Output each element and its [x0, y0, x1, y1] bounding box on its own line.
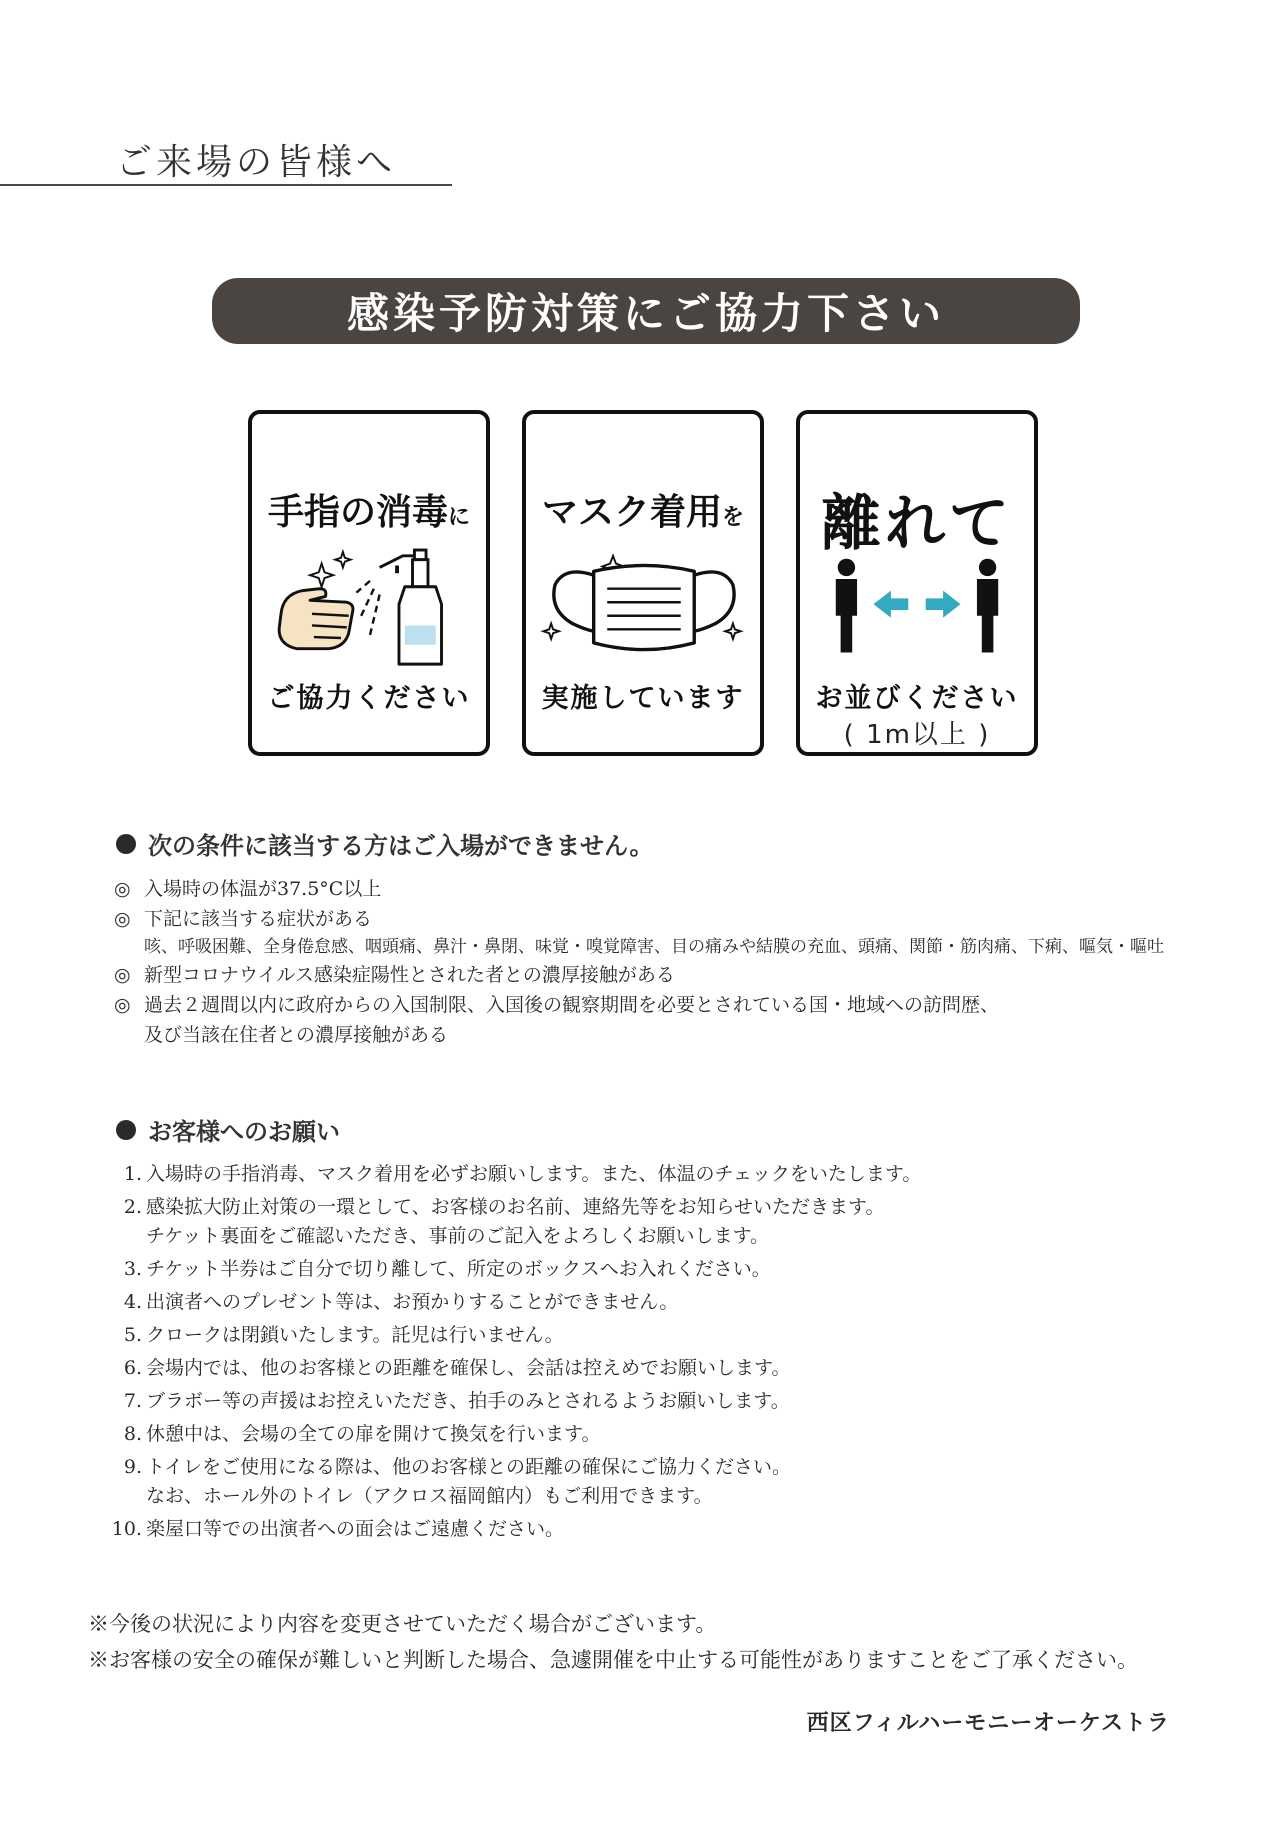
- request-text: 入場時の手指消毒、マスク着用を必ずお願いします。また、体温のチェックをいたします。: [146, 1163, 922, 1185]
- request-subtext: なお、ホール外のトイレ（アクロス福岡館内）もご利用できます。: [146, 1485, 713, 1507]
- request-text: 会場内では、他のお客様との距離を確保し、会話は控えめでお願いします。: [146, 1357, 791, 1379]
- double-circle-icon: ◎: [114, 994, 131, 1016]
- card-title-tail: に: [448, 505, 471, 530]
- conditions-heading: [116, 826, 653, 861]
- list-item: [100, 1420, 1200, 1449]
- card-caption-distance: ( 1m以上 ): [843, 720, 991, 750]
- note-line: ※今後の状況により内容を変更させていただく場合がございます。: [88, 1612, 717, 1636]
- list-number: 2.: [123, 1196, 142, 1218]
- list-item: [100, 1193, 1200, 1251]
- card-title: [252, 484, 486, 535]
- note-line: ※お客様の安全の確保が難しいと判断した場合、急遽開催を中止する可能性がありますことをご了承ください。: [88, 1648, 1138, 1672]
- banner: [212, 278, 1080, 344]
- condition-text: 新型コロナウイルス感染症陽性とされた者との濃厚接触がある: [144, 964, 675, 986]
- list-number: 4.: [123, 1291, 142, 1313]
- face-mask-icon: [526, 544, 760, 674]
- list-number: 9.: [123, 1456, 142, 1478]
- request-text: 楽屋口等での出演者への面会はご遠慮ください。: [146, 1518, 565, 1540]
- card-title-main: 手指の消毒: [267, 492, 448, 533]
- requests-heading: [116, 1112, 340, 1147]
- list-number: 3.: [123, 1258, 142, 1280]
- request-text: 感染拡大防止対策の一環として、お客様のお名前、連絡先等をお知らせいただきます。: [146, 1196, 885, 1218]
- card-social-distance: [796, 410, 1038, 756]
- double-circle-icon: ◎: [114, 908, 131, 930]
- list-item: [100, 1160, 1200, 1189]
- condition-text: 入場時の体温が37.5°C以上: [144, 878, 382, 900]
- card-title-main: マスク着用: [541, 492, 722, 533]
- list-number: 7.: [123, 1390, 142, 1412]
- requests-list: [100, 1160, 1200, 1548]
- request-text: トイレをご使用になる際は、他のお客様との距離の確保にご協力ください。: [146, 1456, 792, 1478]
- greeting-underline: [0, 184, 452, 186]
- request-text: 休憩中は、会場の全ての扉を開けて換気を行います。: [146, 1423, 601, 1445]
- condition-subtext: 咳、呼吸困難、全身倦怠感、咽頭痛、鼻汁・鼻閉、味覚・嗅覚障害、目の痛みや結膜の充血、頭痛、関節・筋肉痛、下痢、嘔気・嘔吐: [144, 937, 1164, 957]
- list-item: [114, 960, 1214, 990]
- condition-text: 過去２週間以内に政府からの入国制限、入国後の観察期間を必要とされている国・地域への訪問歴、: [144, 994, 1000, 1016]
- card-caption: お並びください: [815, 683, 1019, 714]
- card-hand-sanitizing: [248, 410, 490, 756]
- list-item: [100, 1288, 1200, 1317]
- bullet-dot: [116, 1120, 136, 1140]
- conditions-heading-text: 次の条件に該当する方はご入場ができません。: [148, 831, 654, 860]
- list-item: [100, 1515, 1200, 1544]
- double-circle-icon: ◎: [114, 878, 131, 900]
- greeting-title: ご来場の皆様へ: [116, 142, 397, 183]
- list-item: [100, 1387, 1200, 1416]
- request-text: 出演者へのプレゼント等は、お預かりすることができません。: [146, 1291, 679, 1313]
- condition-text: 下記に該当する症状がある: [144, 908, 373, 930]
- request-text: ブラボー等の声援はお控えいただき、拍手のみとされるようお願いします。: [146, 1390, 790, 1412]
- request-text: クロークは閉鎖いたします。託児は行いません。: [146, 1324, 564, 1346]
- card-title: 離れて: [821, 489, 1013, 559]
- notes: [88, 1606, 1138, 1678]
- card-caption: ご協力ください: [267, 683, 471, 714]
- bullet-dot: [116, 834, 136, 854]
- list-item: [114, 990, 1214, 1050]
- requests-heading-text: お客様へのお願い: [148, 1117, 340, 1146]
- list-item: [114, 904, 1214, 960]
- list-number: 6.: [123, 1357, 142, 1379]
- hand-sanitizer-icon: [252, 544, 486, 674]
- list-item: [100, 1321, 1200, 1350]
- list-number: 8.: [123, 1423, 142, 1445]
- list-item: [100, 1354, 1200, 1383]
- conditions-list: [114, 874, 1214, 1050]
- list-number: 10.: [111, 1518, 142, 1540]
- banner-text: 感染予防対策にご協力下さい: [346, 289, 945, 338]
- list-number: 1.: [123, 1163, 142, 1185]
- card-mask: [522, 410, 764, 756]
- request-text: チケット半券はご自分で切り離して、所定のボックスへお入れください。: [146, 1258, 771, 1280]
- list-item: [100, 1453, 1200, 1511]
- list-number: 5.: [123, 1324, 142, 1346]
- list-item: [114, 874, 1214, 904]
- condition-subtext: 及び当該在住者との濃厚接触がある: [144, 1024, 449, 1046]
- card-title-tail: を: [722, 505, 745, 530]
- social-distance-icon: [800, 544, 1034, 674]
- card-caption: 実施しています: [541, 683, 745, 714]
- double-circle-icon: ◎: [114, 964, 131, 986]
- card-title: [526, 484, 760, 535]
- organization-name: 西区フィルハーモニーオーケストラ: [806, 1710, 1170, 1736]
- list-item: [100, 1255, 1200, 1284]
- request-subtext: チケット裏面をご確認いただき、事前のご記入をよろしくお願いします。: [146, 1225, 770, 1247]
